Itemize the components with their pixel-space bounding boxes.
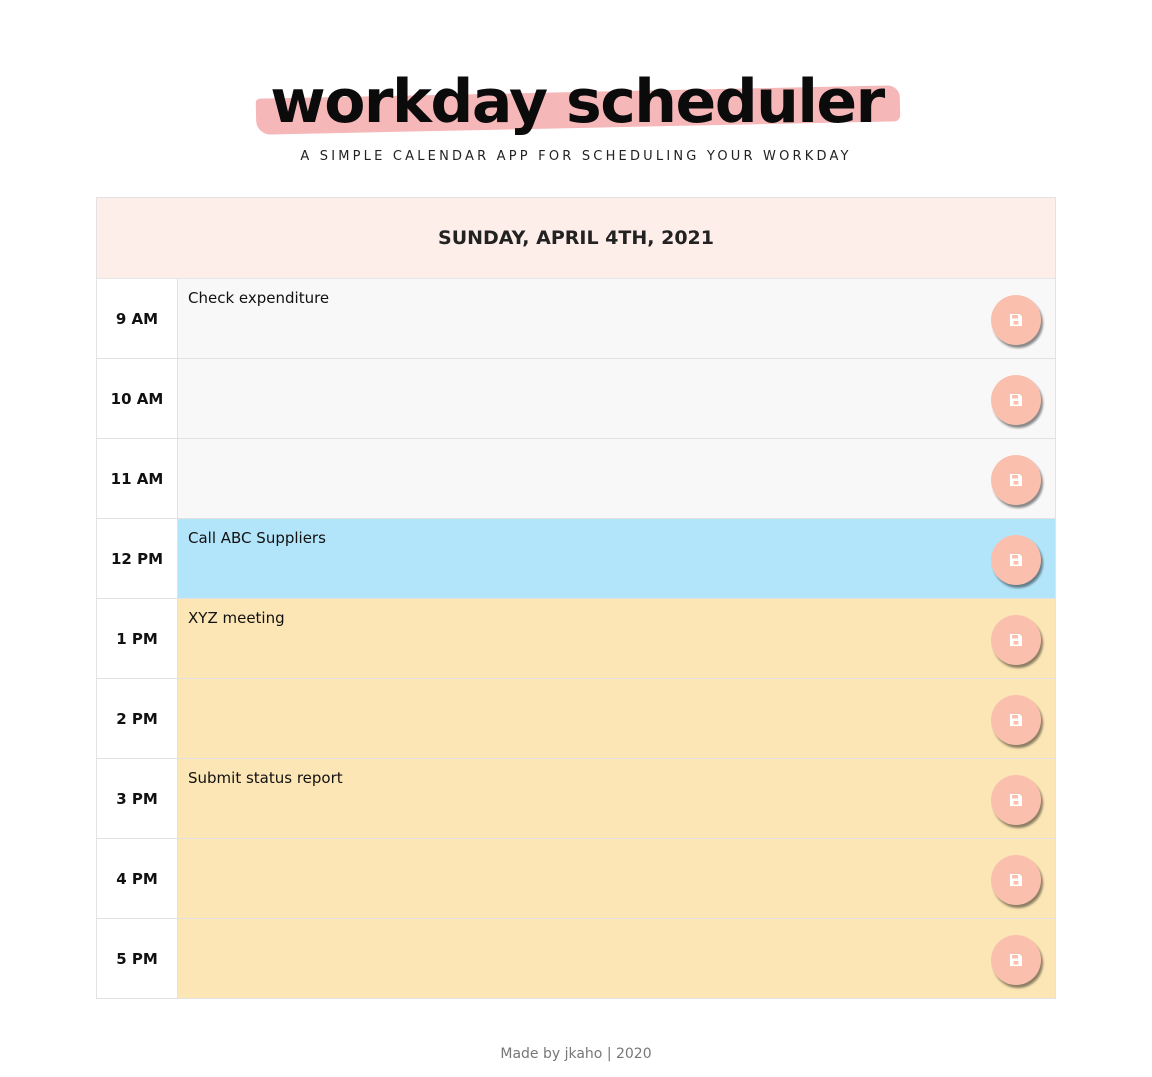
time-block-row [97,279,1055,359]
floppy-disk-icon [1009,393,1023,407]
task-slot[interactable] [178,759,1055,838]
time-block-row [97,679,1055,759]
floppy-disk-icon [1009,473,1023,487]
time-block-row [97,359,1055,439]
time-block-row [97,839,1055,919]
hour-label: 5 PM [97,919,178,998]
time-block-row [97,439,1055,519]
time-block-row [97,599,1055,679]
save-button[interactable] [991,455,1041,505]
task-text[interactable]: Call ABC Suppliers [188,529,326,547]
floppy-disk-icon [1009,553,1023,567]
scheduler [96,197,1056,999]
floppy-disk-icon [1009,313,1023,327]
time-block-row [97,919,1055,998]
page-title: workday scheduler [270,67,884,137]
save-button[interactable] [991,935,1041,985]
title-wrap [252,62,902,142]
save-button[interactable] [991,855,1041,905]
floppy-disk-icon [1009,793,1023,807]
hour-label: 4 PM [97,839,178,918]
hour-label: 9 AM [97,279,178,358]
task-slot[interactable] [178,359,1055,438]
save-button[interactable] [991,535,1041,585]
save-button[interactable] [991,295,1041,345]
time-block-row [97,519,1055,599]
task-slot[interactable] [178,519,1055,598]
task-slot[interactable] [178,599,1055,678]
hour-label: 10 AM [97,359,178,438]
hour-label: 3 PM [97,759,178,838]
task-text[interactable]: Check expenditure [188,289,330,307]
hour-label: 11 AM [97,439,178,518]
hour-label: 1 PM [97,599,178,678]
time-block-row [97,759,1055,839]
page-subtitle: A SIMPLE CALENDAR APP FOR SCHEDULING YOUR WORKDAY [300,149,852,164]
save-button[interactable] [991,775,1041,825]
task-slot[interactable] [178,439,1055,518]
floppy-disk-icon [1009,873,1023,887]
current-date: SUNDAY, APRIL 4TH, 2021 [97,198,1055,279]
task-slot[interactable] [178,919,1055,998]
floppy-disk-icon [1009,633,1023,647]
task-slot[interactable] [178,279,1055,358]
save-button[interactable] [991,375,1041,425]
footer-credit: Made by jkaho | 2020 [500,1046,652,1062]
hour-label: 12 PM [97,519,178,598]
floppy-disk-icon [1009,713,1023,727]
task-slot[interactable] [178,839,1055,918]
save-button[interactable] [991,615,1041,665]
floppy-disk-icon [1009,953,1023,967]
hour-label: 2 PM [97,679,178,758]
task-text[interactable]: XYZ meeting [188,609,285,627]
task-text[interactable]: Submit status report [188,769,343,787]
save-button[interactable] [991,695,1041,745]
task-slot[interactable] [178,679,1055,758]
